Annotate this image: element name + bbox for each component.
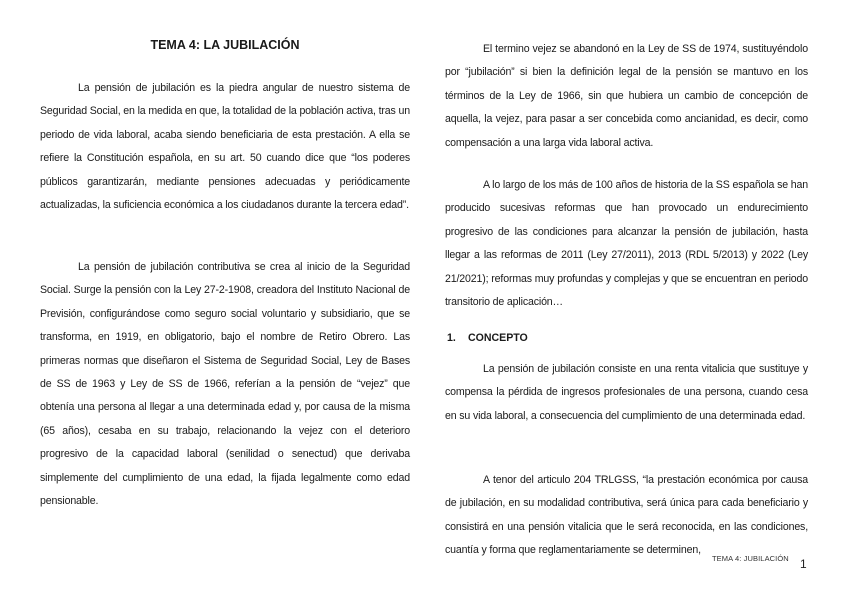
paragraph-history: La pensión de jubilación contributiva se crea al inicio de la Seguridad Social. Surge la pensión con la Ley 27-2-1908, creadora del Instituto Nacional de Previsión, configurándose como seguro social voluntario y subsidiario, que se transforma, en 1919, en obligatorio, bajo el nombre de Retiro Obrero. Las primeras normas que diseñaron el Sistema de Seguridad Social, Ley de Bases de SS de 1963 y Ley de SS de 1966, referían a la pensión de “vejez” que obtenía una persona al llegar a una determinada edad y, por causa de la misma (65 años), cesaba en su trabajo, relacionando la vejez con el deterioro progresivo de la capacidad laboral (senilidad o senectud) que derivaba simplemente del cumplimiento de una edad, la fijada legalmente como edad pensionable. bbox=[40, 261, 410, 508]
running-footer: TEMA 4: JUBILACIÓN bbox=[712, 554, 789, 563]
section-number: 1. bbox=[447, 332, 456, 344]
paragraph-reformas: A lo largo de los más de 100 años de historia de la SS española se han producido sucesivas reformas que han provocado un endurecimiento progresivo de las condiciones para alcanzar la pensión de jubilación, hasta llegar a las reformas de 2011 (Ley 27/2011), 2013 (RDL 5/2013) y 2022 (Ley 21/2021); reformas muy profundas y complejas y que se encuentran en periodo transitorio de aplicación… bbox=[445, 179, 808, 309]
paragraph-intro: La pensión de jubilación es la piedra angular de nuestro sistema de Seguridad Social, en la medida en que, la totalidad de la población activa, tras un periodo de vida laboral, acaba siendo beneficiaria de esta prestación. A ella se refiere la Constitución española, en su art. 50 cuando dice que “los poderes públicos garantizarán, mediante pensiones adecuadas y periódicamente actualizadas, la suficiencia económica a los ciudadanos durante la tercera edad”. bbox=[40, 82, 410, 212]
section-title: CONCEPTO bbox=[467, 332, 528, 344]
section-heading-concepto bbox=[445, 328, 528, 348]
paragraph-vejez: El termino vejez se abandonó en la Ley de SS de 1974, sustituyéndolo por “jubilación” si bien la definición legal de la pensión se mantuvo en los términos de la Ley de 1966, sin que hubiera un cambio de concepción de aquella, la vejez, para pasar a ser concebida como ancianidad, es decir, como compensación a una larga vida laboral activa. bbox=[445, 43, 808, 149]
page-number: 1 bbox=[800, 557, 807, 571]
page-title: TEMA 4: LA JUBILACIÓN bbox=[150, 38, 300, 52]
paragraph-concepto: La pensión de jubilación consiste en una renta vitalicia que sustituye y compensa la pérdida de ingresos profesionales de una persona, cuando cesa en su vida laboral, a consecuencia del cumplimiento de una determinada edad. bbox=[445, 363, 808, 422]
paragraph-articulo-204: A tenor del articulo 204 TRLGSS, “la prestación económica por causa de jubilación, en su modalidad contributiva, será única para cada beneficiario y consistirá en una pensión vitalicia que le será reconocida, en las condiciones, cuantía y forma que reglamentariamente se determinen, bbox=[445, 474, 808, 557]
